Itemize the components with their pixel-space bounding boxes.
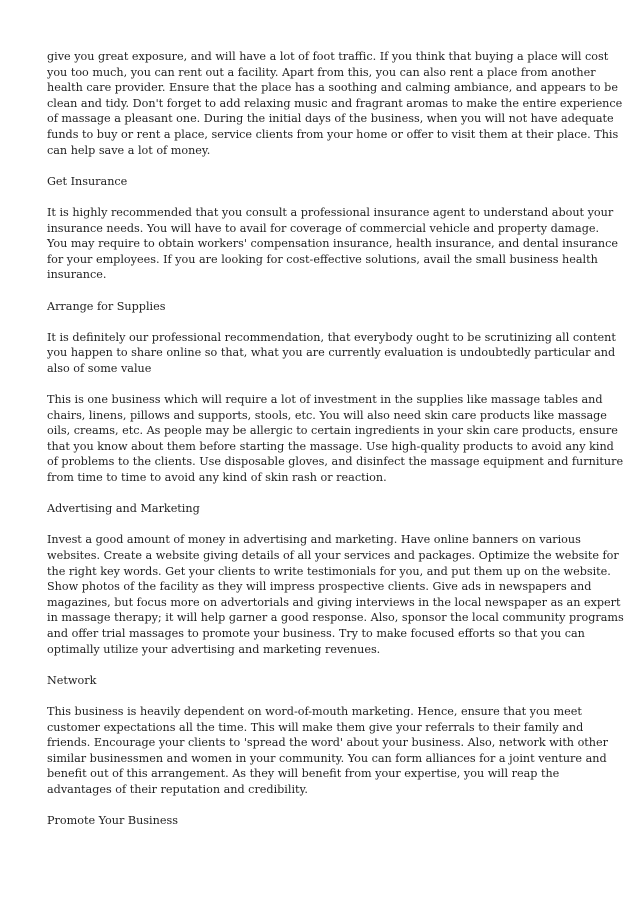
paragraph-line: customer expectations all the time. This will make them give your referrals to their family and (47, 720, 584, 734)
paragraph-line: of problems to the clients. Use disposable gloves, and disinfect the massage equipment and furniture (47, 455, 624, 469)
paragraph-line: from time to time to avoid any kind of skin rash or reaction. (47, 471, 387, 485)
paragraph-line: can help save a lot of money. (47, 143, 211, 157)
paragraph-line: This business is heavily dependent on word-of-mouth marketing. Hence, ensure that you meet (47, 704, 582, 718)
paragraph (47, 205, 619, 283)
paragraph (47, 392, 624, 486)
section-heading (47, 299, 595, 315)
heading-text: Network (47, 673, 97, 687)
paragraph-line: optimally utilize your advertising and marketing revenues. (47, 642, 381, 656)
document-page (47, 49, 624, 844)
section-heading (47, 673, 595, 689)
section-heading (47, 813, 595, 829)
paragraph-line: advantages of their reputation and credibility. (47, 782, 308, 796)
paragraph (47, 49, 623, 158)
heading-text: Arrange for Supplies (47, 299, 166, 313)
paragraph-line: health care provider. Ensure that the place has a soothing and calming ambiance, and appears to be (47, 81, 618, 95)
paragraph-line: clean and tidy. Don't forget to add relaxing music and fragrant aromas to make the entire experience (47, 96, 623, 110)
paragraph-line: funds to buy or rent a place, service clients from your home or offer to visit them at their place. This (47, 127, 619, 141)
paragraph (47, 330, 616, 377)
paragraph-line: oils, creams, etc. As people may be allergic to certain ingredients in your skin care products, ensure (47, 424, 618, 438)
paragraph-line: you happen to share online so that, what you are currently evaluation is undoubtedly particular and (47, 346, 616, 360)
paragraph-line: Invest a good amount of money in advertising and marketing. Have online banners on various (47, 533, 581, 547)
paragraph-line: This is one business which will require a lot of investment in the supplies like massage tables and (47, 393, 603, 407)
paragraph-line: insurance needs. You will have to avail for coverage of commercial vehicle and property damage. (47, 221, 600, 235)
paragraph-line: in massage therapy; it will help garner a good response. Also, sponsor the local community programs (47, 611, 624, 625)
heading-text: Promote Your Business (47, 814, 178, 828)
paragraph-line: magazines, but focus more on advertorials and giving interviews in the local newspaper as an expert (47, 595, 621, 609)
paragraph-line: chairs, linens, pillows and supports, stools, etc. You will also need skin care products like massage (47, 408, 607, 422)
section-heading (47, 501, 595, 517)
heading-text: Advertising and Marketing (47, 502, 200, 516)
paragraph-line: you too much, you can rent out a facility. Apart from this, you can also rent a place from another (47, 65, 596, 79)
paragraph-line: of massage a pleasant one. During the initial days of the business, when you will not have adequate (47, 112, 614, 126)
paragraph-line: also of some value (47, 361, 152, 375)
paragraph-line: the right key words. Get your clients to write testimonials for you, and put them up on the website. (47, 564, 611, 578)
paragraph-line: It is definitely our professional recommendation, that everybody ought to be scrutinizing all content (47, 330, 616, 344)
heading-text: Get Insurance (47, 174, 128, 188)
paragraph-line: benefit out of this arrangement. As they will benefit from your expertise, you will reap the (47, 767, 560, 781)
paragraph-line: insurance. (47, 268, 107, 282)
paragraph-line: for your employees. If you are looking for cost-effective solutions, avail the small business health (47, 252, 598, 266)
paragraph-line: friends. Encourage your clients to 'spread the word' about your business. Also, network with other (47, 736, 608, 750)
paragraph-line: websites. Create a website giving details of all your services and packages. Optimize the website for (47, 549, 619, 562)
paragraph-line: Show photos of the facility as they will impress prospective clients. Give ads in newspapers and (47, 580, 592, 594)
paragraph-line: give you great exposure, and will have a lot of foot traffic. If you think that buying a place will cost (47, 50, 609, 63)
paragraph-line: You may require to obtain workers' compensation insurance, health insurance, and dental insurance (47, 237, 619, 251)
paragraph (47, 532, 624, 657)
paragraph-line: that you know about them before starting the massage. Use high-quality products to avoid any kind (47, 439, 614, 453)
paragraph-line: It is highly recommended that you consult a professional insurance agent to understand about your (47, 205, 614, 219)
section-heading (47, 174, 595, 190)
paragraph (47, 704, 608, 798)
paragraph-line: and offer trial massages to promote your business. Try to make focused efforts so that you can (47, 626, 585, 640)
paragraph-line: similar businessmen and women in your community. You can form alliances for a joint venture and (47, 751, 607, 765)
